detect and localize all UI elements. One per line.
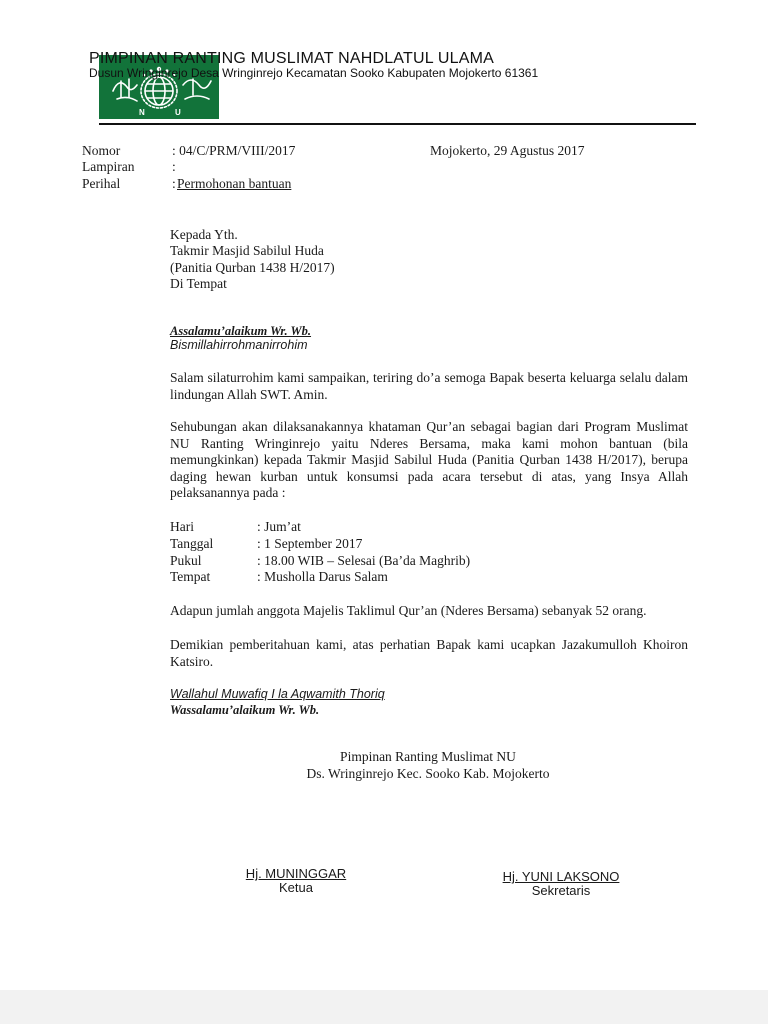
svg-text:N: N (139, 108, 145, 117)
organization-name: PIMPINAN RANTING MUSLIMAT NAHDLATUL ULAMA (89, 50, 494, 67)
page-bottom-margin (0, 990, 768, 1024)
schedule-hari-label: Hari (170, 519, 194, 534)
lampiran-label: Lampiran (82, 159, 135, 174)
body-paragraph-1: Salam silaturrohim kami sampaikan, teriring do’a semoga Bapak beserta keluarga selalu dalam lindungan Allah SWT. Amin. (170, 370, 688, 402)
recipient-line-2: Takmir Masjid Sabilul Huda (170, 243, 324, 258)
right-signatory-name: Hj. YUNI LAKSONO (502, 869, 620, 884)
closing-wassalam: Wassalamu’alaikum Wr. Wb. (170, 703, 320, 717)
letterhead-divider (99, 123, 696, 125)
schedule-tanggal-label: Tanggal (170, 536, 214, 551)
schedule-tanggal-value: : 1 September 2017 (257, 536, 363, 551)
left-signatory-name: Hj. MUNINGGAR (245, 866, 347, 881)
closing-wallahul: Wallahul Muwafiq I la Aqwamith Thoriq (170, 687, 385, 701)
perihal-colon: : (172, 176, 176, 191)
body-paragraph-3: Adapun jumlah anggota Majelis Taklimul Qur’an (Nderes Bersama) sebanyak 52 orang. (170, 603, 647, 618)
bismillah: Bismillahirrohmanirrohim (170, 338, 308, 352)
schedule-hari-value: : Jum’at (257, 519, 301, 534)
perihal-value: Permohonan bantuan (177, 176, 292, 191)
perihal-label: Perihal (82, 176, 121, 191)
opening-salam: Assalamu’alaikum Wr. Wb. (170, 324, 312, 338)
nomor-value: : 04/C/PRM/VIII/2017 (172, 143, 296, 158)
schedule-tempat-value: : Musholla Darus Salam (257, 569, 388, 584)
recipient-line-1: Kepada Yth. (170, 227, 238, 242)
schedule-pukul-value: : 18.00 WIB – Selesai (Ba’da Maghrib) (257, 553, 471, 568)
body-paragraph-4: Demikian pemberitahuan kami, atas perhatian Bapak kami ucapkan Jazakumulloh Khoiron Katsiro. (170, 637, 688, 669)
lampiran-value: : (172, 159, 176, 174)
signature-org-line-2: Ds. Wringinrejo Kec. Sooko Kab. Mojokerto (306, 766, 550, 781)
signature-org-line-1: Pimpinan Ranting Muslimat NU (340, 749, 516, 764)
nomor-label: Nomor (82, 143, 121, 158)
right-signatory-title: Sekretaris (531, 883, 591, 898)
recipient-line-4: Di Tempat (170, 276, 227, 291)
left-signatory-title: Ketua (279, 880, 313, 895)
body-paragraph-2: Sehubungan akan dilaksanakannya khataman Qur’an sebagai bagian dari Program Muslimat NU Ranting Wringinrejo yaitu Nderes Bersama, maka kami mohon bantuan (bila memungkinkan) kepada Takmir Masjid Sabilul Huda (Panitia Qurban 1438 H/2017), berupa daging hewan kurban untuk konsumsi pada acara tersebut di atas, yang Insya Allah pelaksanannya pada : (170, 419, 688, 500)
recipient-line-3: (Panitia Qurban 1438 H/2017) (170, 260, 335, 275)
organization-address: Dusun Wringinrejo Desa Wringinrejo Kecamatan Sooko Kabupaten Mojokerto 61361 (89, 66, 539, 80)
place-date: Mojokerto, 29 Agustus 2017 (430, 143, 585, 158)
svg-text:U: U (175, 108, 181, 117)
schedule-tempat-label: Tempat (170, 569, 211, 584)
schedule-pukul-label: Pukul (170, 553, 202, 568)
